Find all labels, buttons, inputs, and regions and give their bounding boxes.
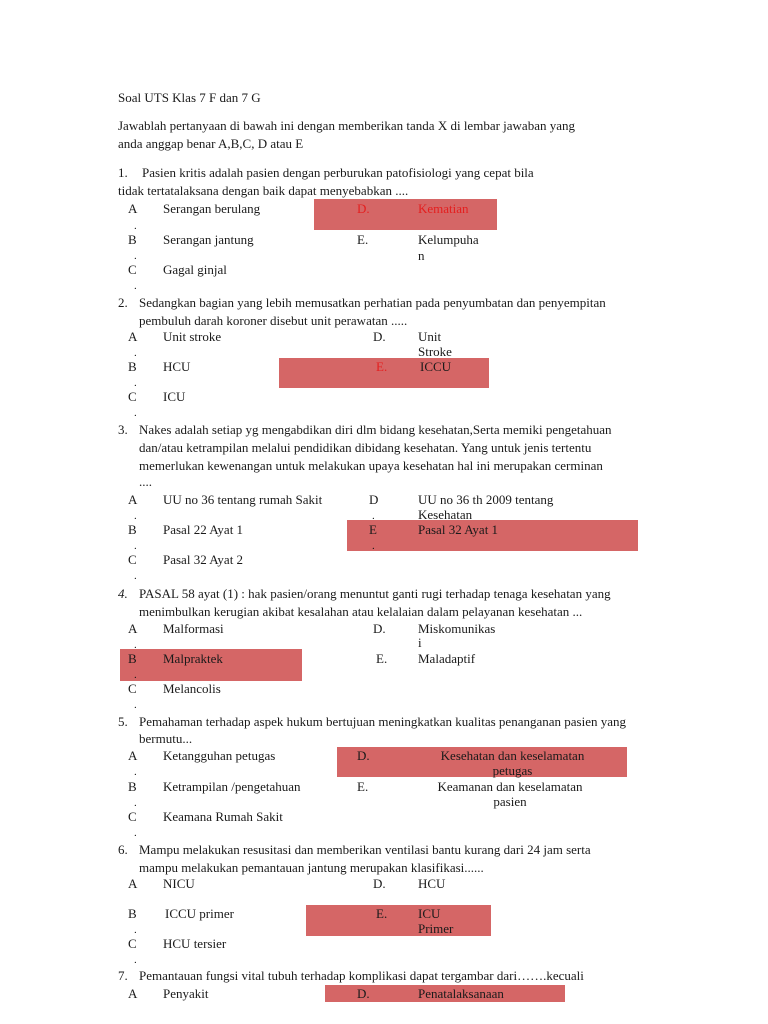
question-1-line-2: tidak tertatalaksana dengan baik dapat menyebabkan .... <box>118 183 409 198</box>
option-a-letter: A <box>128 748 138 763</box>
option-dot: . <box>134 280 137 292</box>
option-d-text: Penatalaksanaan <box>418 986 504 1001</box>
question-3-number: 3. <box>118 422 128 437</box>
option-e-letter: E. <box>376 651 388 666</box>
option-b-text: Malpraktek <box>163 651 223 666</box>
answer-highlight-q6 <box>306 905 491 936</box>
option-dot: . <box>134 377 137 389</box>
option-e-letter: E. <box>357 779 369 794</box>
option-e-text-2: Primer <box>418 921 454 936</box>
option-a-letter: A <box>128 329 138 344</box>
option-c-text: HCU tersier <box>163 936 227 951</box>
option-d-letter: D. <box>373 621 386 636</box>
answer-highlight-q1 <box>314 199 497 230</box>
option-b-letter: B <box>128 359 137 374</box>
option-a-letter: A <box>128 986 138 1001</box>
option-c-letter: C <box>128 681 137 696</box>
option-d-letter: D. <box>373 876 386 891</box>
option-d-text-2: Stroke <box>418 344 452 359</box>
instructions-line-1: Jawablah pertanyaan di bawah ini dengan memberikan tanda X di lembar jawaban yang <box>118 118 575 133</box>
option-e-letter: E. <box>376 359 388 374</box>
option-c-letter: C <box>128 936 137 951</box>
option-e-text-1: Keamanan dan keselamatan <box>437 779 583 794</box>
option-dot: . <box>134 639 137 651</box>
option-d-letter: D. <box>357 986 370 1001</box>
option-d-text-1: Unit <box>418 329 442 344</box>
instructions-line-2: anda anggap benar A,B,C, D atau E <box>118 136 304 151</box>
option-dot: . <box>134 250 137 262</box>
question-3-line-4: .... <box>139 474 152 489</box>
option-dot: . <box>134 510 137 522</box>
option-e-text-2: n <box>418 248 425 263</box>
option-c-letter: C <box>128 552 137 567</box>
option-c-letter: C <box>128 809 137 824</box>
option-c-text: ICU <box>163 389 186 404</box>
option-a-text: NICU <box>163 876 195 891</box>
option-c-text: Keamana Rumah Sakit <box>163 809 283 824</box>
option-d-text: HCU <box>418 876 446 891</box>
option-dot: . <box>134 766 137 778</box>
option-b-text: HCU <box>163 359 191 374</box>
option-e-text: Maladaptif <box>418 651 476 666</box>
question-4-number: 4. <box>118 586 128 601</box>
option-dot: . <box>134 220 137 232</box>
option-dot: . <box>134 570 137 582</box>
option-d-text-2: Kesehatan <box>418 507 473 522</box>
option-dot: . <box>134 954 137 966</box>
option-a-letter: A <box>128 876 138 891</box>
option-c-letter: C <box>128 262 137 277</box>
option-dot: . <box>134 407 137 419</box>
question-4-line-1: PASAL 58 ayat (1) : hak pasien/orang menuntut ganti rugi terhadap tenaga kesehatan yang <box>139 586 611 601</box>
option-e-text-2: pasien <box>493 794 527 809</box>
option-a-letter: A <box>128 621 138 636</box>
option-d-text-2: petugas <box>492 763 533 778</box>
option-c-letter: C <box>128 389 137 404</box>
option-d-letter: D <box>369 492 379 507</box>
option-b-text: Ketrampilan /pengetahuan <box>163 779 301 794</box>
question-2-line-2: pembuluh darah koroner disebut unit perawatan ..... <box>139 313 408 328</box>
option-dot: . <box>134 540 137 552</box>
option-b-letter: B <box>128 651 137 666</box>
option-e-text-1: ICU <box>418 906 441 921</box>
option-dot: . <box>372 510 375 522</box>
option-c-text: Melancolis <box>163 681 221 696</box>
option-e-text: ICCU <box>420 359 452 374</box>
option-dot: . <box>134 347 137 359</box>
option-d-text-1: Kesehatan dan keselamatan <box>440 748 585 763</box>
option-dot: . <box>372 540 375 552</box>
question-6-number: 6. <box>118 842 128 857</box>
option-d-text-1: Miskomunikas <box>418 621 496 636</box>
option-d-letter: D. <box>373 329 386 344</box>
document-title: Soal UTS Klas 7 F dan 7 G <box>118 90 261 105</box>
option-b-text: Pasal 22 Ayat 1 <box>163 522 244 537</box>
question-2-number: 2. <box>118 295 128 310</box>
question-6-line-2: mampu melakukan pemantauan jantung merupakan klasifikasi...... <box>139 860 484 875</box>
option-b-text: ICCU primer <box>165 906 234 921</box>
option-d-letter: D. <box>357 748 370 763</box>
option-c-text: Pasal 32 Ayat 2 <box>163 552 244 567</box>
question-1-line-1: Pasien kritis adalah pasien dengan perburukan patofisiologi yang cepat bila <box>142 165 534 180</box>
question-7-line-1: Pemantauan fungsi vital tubuh terhadap komplikasi dapat tergambar dari…….kecuali <box>139 968 584 983</box>
option-d-text-1: UU no 36 th 2009 tentang <box>418 492 554 507</box>
question-5-number: 5. <box>118 714 128 729</box>
option-b-letter: B <box>128 779 137 794</box>
question-3-line-1: Nakes adalah setiap yg mengabdikan diri dlm bidang kesehatan,Serta memiki pengetahuan <box>139 422 612 437</box>
option-e-text-1: Kelumpuha <box>418 232 479 247</box>
option-e-letter: E. <box>357 232 369 247</box>
option-c-text: Gagal ginjal <box>163 262 227 277</box>
option-e-letter: E <box>369 522 377 537</box>
question-5-line-2: bermutu... <box>139 731 193 746</box>
option-b-letter: B <box>128 522 137 537</box>
option-a-letter: A <box>128 492 138 507</box>
question-1-number: 1. <box>118 165 128 180</box>
option-dot: . <box>134 797 137 809</box>
option-b-letter: B <box>128 906 137 921</box>
option-a-text: Serangan berulang <box>163 201 261 216</box>
question-6-line-1: Mampu melakukan resusitasi dan memberikan ventilasi bantu kurang dari 24 jam serta <box>139 842 591 857</box>
question-4-line-2: menimbulkan kerugian akibat kesalahan atau kelalaian dalam pelayanan kesehatan ... <box>139 604 583 619</box>
option-a-letter: A <box>128 201 138 216</box>
question-2-line-1: Sedangkan bagian yang lebih memusatkan perhatian pada penyumbatan dan penyempitan <box>139 295 606 310</box>
option-a-text: Penyakit <box>163 986 209 1001</box>
option-dot: . <box>134 827 137 839</box>
option-e-text: Pasal 32 Ayat 1 <box>418 522 499 537</box>
option-b-letter: B <box>128 232 137 247</box>
option-d-text-2: i <box>418 635 422 650</box>
question-3-line-2: dan/atau ketrampilan melalui pendidikan dibidang kesehatan. Yang untuk jenis tertentu <box>139 440 592 455</box>
option-a-text: Unit stroke <box>163 329 222 344</box>
question-3-line-3: memerlukan kewenangan untuk melakukan upaya kesehatan hal ini merupakan cerminan <box>139 458 603 473</box>
option-dot: . <box>134 699 137 711</box>
option-e-letter: E. <box>376 906 388 921</box>
question-5-line-1: Pemahaman terhadap aspek hukum bertujuan meningkatkan kualitas penanganan pasien yang <box>139 714 626 729</box>
option-a-text: Ketangguhan petugas <box>163 748 276 763</box>
option-d-text: Kematian <box>418 201 469 216</box>
option-b-text: Serangan jantung <box>163 232 254 247</box>
option-dot: . <box>134 669 137 681</box>
option-d-letter: D. <box>357 201 370 216</box>
question-7-number: 7. <box>118 968 128 983</box>
option-dot: . <box>134 924 137 936</box>
option-a-text: Malformasi <box>163 621 224 636</box>
option-a-text: UU no 36 tentang rumah Sakit <box>163 492 323 507</box>
